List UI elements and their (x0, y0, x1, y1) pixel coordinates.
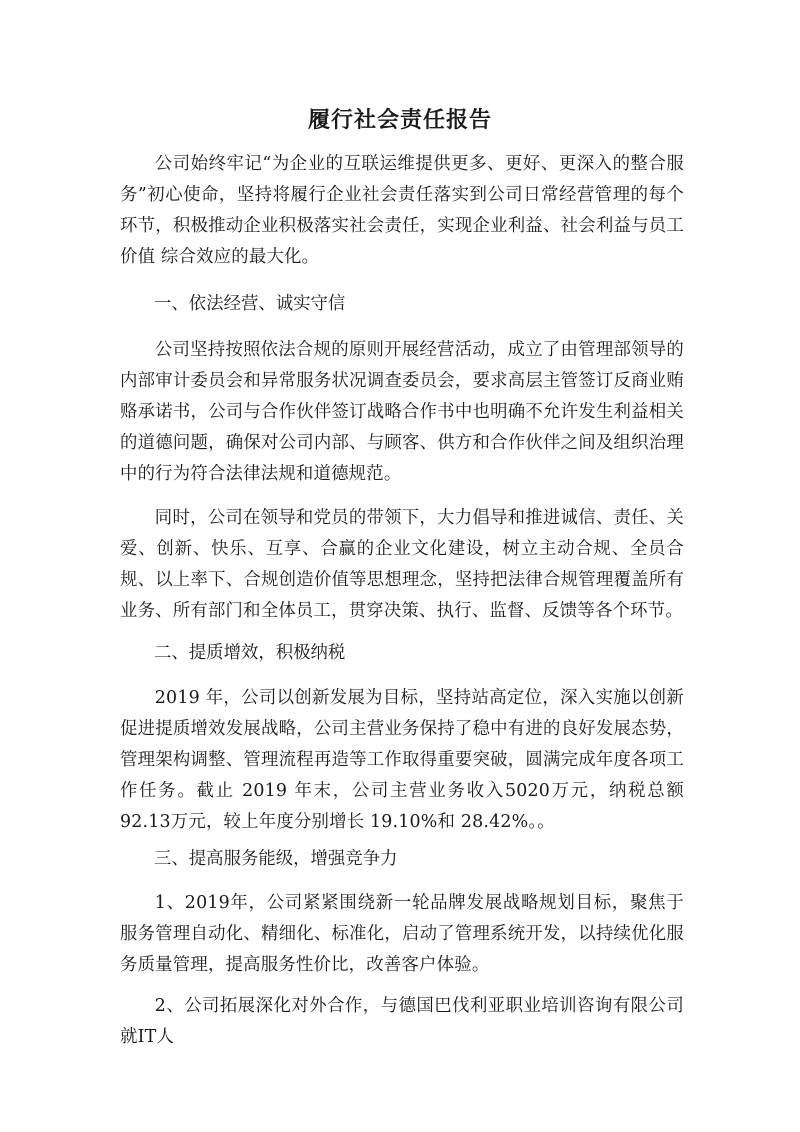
section-heading-2: 二、提质增效，积极纳税 (154, 643, 346, 663)
section-heading-1: 一、依法经营、诚实守信 (154, 294, 346, 314)
section3-paragraph-1: 1、2019年，公司紧紧围绕新一轮品牌发展战略规划目标，聚焦于服务管理自动化、精细化、标准化，启动了管理系统开发，以持续优化服务质量管理，提高服务性价比，改善客户体验。 (120, 893, 684, 975)
intro-paragraph: 公司始终牢记“为企业的互联运维提供更多、更好、更深入的整合服务”初心使命，坚持将履行企业社会责任落实到公司日常经营管理的每个环节，积极推动企业积极落实社会责任，实现企业利益、社会利益与员工价值 综合效应的最大化。 (120, 154, 684, 267)
section2-paragraph-1: 2019 年，公司以创新发展为目标，坚持站高定位，深入实施以创新促进提质增效发展战略，公司主营业务保持了稳中有进的良好发展态势，管理架构调整、管理流程再造等工作取得重要突破，圆满完成年度各项工作任务。截止 2019 年末，公司主营业务收入5020万元，纳税总额92.13万元，较上年度分别增长 19.10%和 28.42%。。 (120, 688, 684, 832)
section3-paragraph-2: 2、公司拓展深化对外合作，与德国巴伐利亚职业培训咨询有限公司就IT人 (120, 996, 684, 1047)
page-title: 履行社会责任报告 (307, 108, 492, 133)
section1-paragraph-1: 公司坚持按照依法合规的原则开展经营活动，成立了由管理部领导的内部审计委员会和异常服务状况调查委员会，要求高层主管签订反商业贿赂承诺书，公司与合作伙伴签订战略合作书中也明确不允许发生利益相关的道德问题，确保对公司内部、与顾客、供方和合作伙伴之间及组织治理中的行为符合法律法规和道德规范。 (120, 340, 684, 484)
section1-paragraph-2: 同时，公司在领导和党员的带领下，大力倡导和推进诚信、责任、关爱、创新、快乐、互享、合赢的企业文化建设，树立主动合规、全员合规、以上率下、合规创造价值等思想理念，坚持把法律合规管理覆盖所有业务、所有部门和全体员工，贯穿决策、执行、监督、反馈等各个环节。 (120, 508, 684, 621)
section-heading-3: 三、提高服务能级，增强竞争力 (154, 849, 398, 869)
